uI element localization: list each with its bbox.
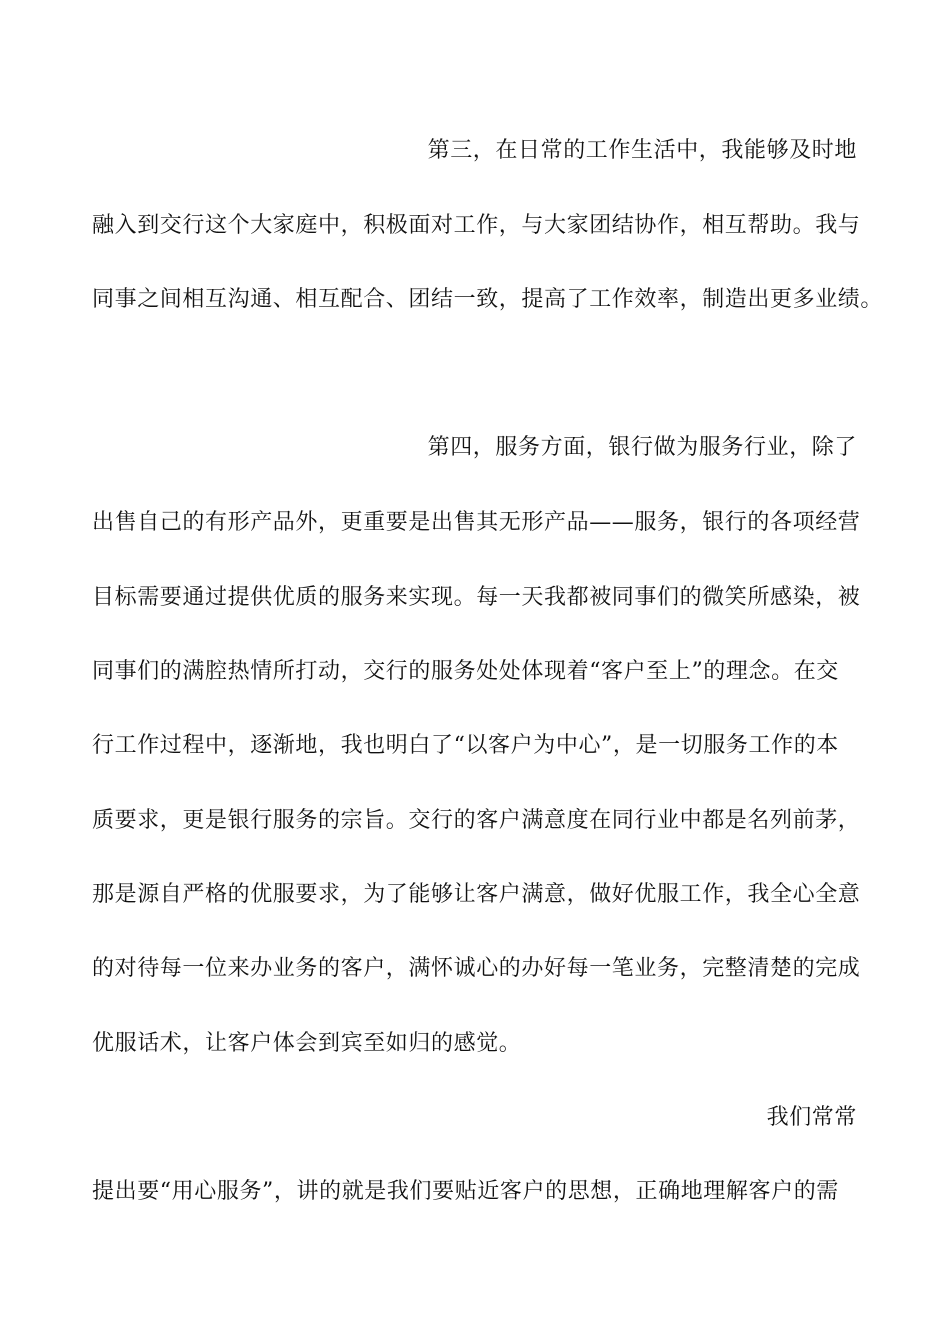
text-line: 提出要“用心服务”，讲的就是我们要贴近客户的思想，正确地理解客户的需 (92, 1179, 839, 1204)
text-line: 行工作过程中，逐渐地，我也明白了“以客户为中心”，是一切服务工作的本 (92, 733, 839, 758)
text-line: 优服话术，让客户体会到宾至如归的感觉。 (92, 1031, 522, 1056)
text-line: 的对待每一位来办业务的客户，满怀诚心的办好每一笔业务，完整清楚的完成 (92, 956, 861, 981)
text-line: 第四，服务方面，银行做为服务行业，除了 (427, 435, 857, 460)
text-line: 同事之间相互沟通、相互配合、团结一致，提高了工作效率，制造出更多业绩。 (92, 287, 884, 312)
text-line: 融入到交行这个大家庭中，积极面对工作，与大家团结协作，相互帮助。我与 (92, 213, 861, 238)
text-line: 出售自己的有形产品外，更重要是出售其无形产品——服务，银行的各项经营 (92, 510, 861, 535)
text-line: 我们常常 (766, 1105, 857, 1130)
text-line: 那是源自严格的优服要求，为了能够让客户满意，做好优服工作，我全心全意 (92, 882, 861, 907)
text-line: 同事们的满腔热情所打动，交行的服务处处体现着“客户至上”的理念。在交 (92, 659, 839, 684)
text-line: 第三，在日常的工作生活中，我能够及时地 (427, 138, 857, 163)
text-line: 目标需要通过提供优质的服务来实现。每一天我都被同事们的微笑所感染，被 (92, 585, 861, 610)
text-line: 质要求，更是银行服务的宗旨。交行的客户满意度在同行业中都是名列前茅， (92, 808, 861, 833)
